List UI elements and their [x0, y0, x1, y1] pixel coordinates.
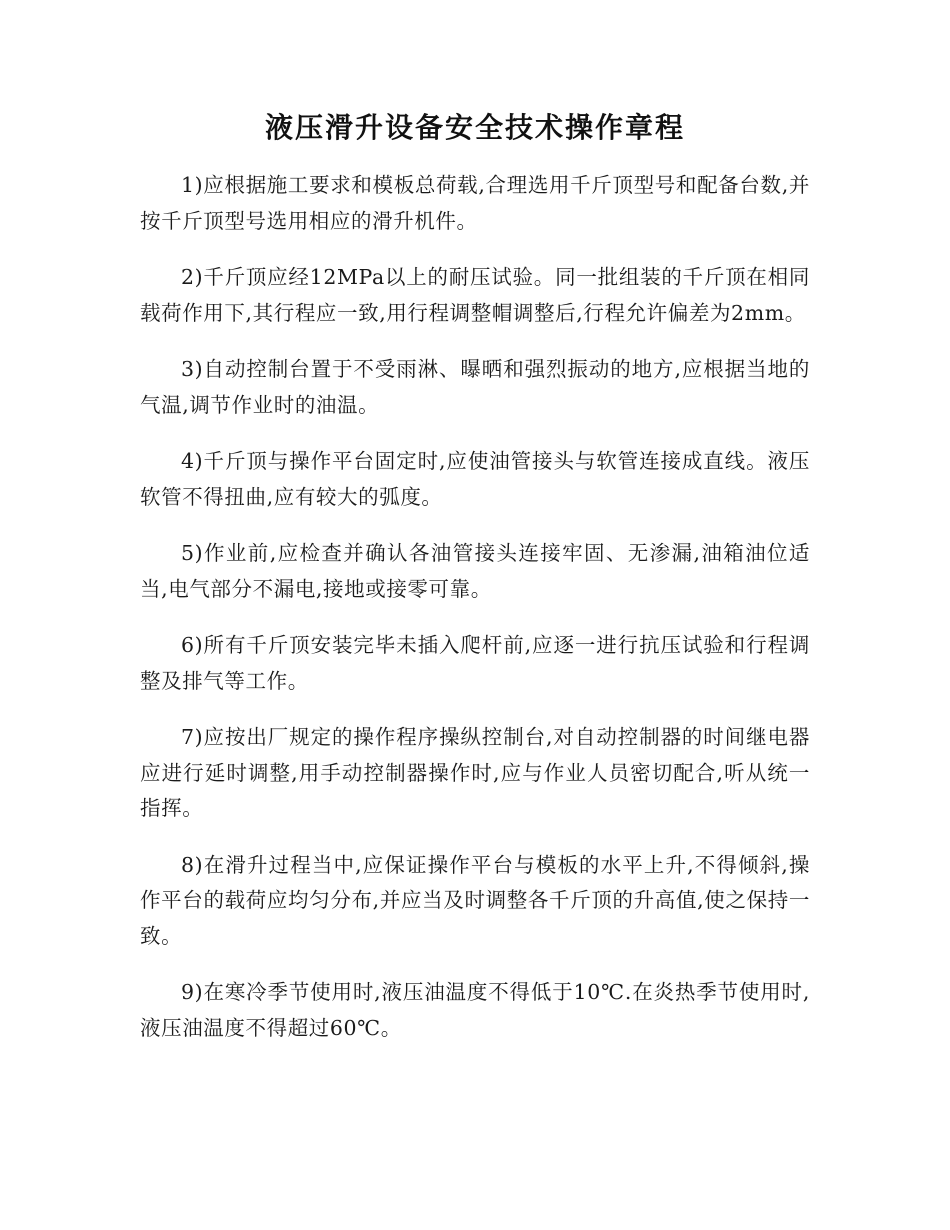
paragraph-2: 2)千斤顶应经12MPa以上的耐压试验。同一批组装的千斤顶在相同载荷作用下,其行程应一致,用行程调整帽调整后,行程允许偏差为2mm。 — [140, 265, 810, 325]
paragraph-7: 7)应按出厂规定的操作程序操纵控制台,对自动控制器的时间继电器应进行延时调整,用手动控制器操作时,应与作业人员密切配合,听从统一指挥。 — [140, 725, 810, 820]
paragraph-6: 6)所有千斤顶安装完毕未插入爬杆前,应逐一进行抗压试验和行程调整及排气等工作。 — [140, 633, 810, 693]
paragraph-3: 3)自动控制台置于不受雨淋、曝晒和强烈振动的地方,应根据当地的气温,调节作业时的油温。 — [140, 357, 810, 417]
paragraph-8: 8)在滑升过程当中,应保证操作平台与模板的水平上升,不得倾斜,操作平台的载荷应均匀分布,并应当及时调整各千斤顶的升高值,使之保持一致。 — [140, 852, 810, 948]
paragraph-5: 5)作业前,应检查并确认各油管接头连接牢固、无渗漏,油箱油位适当,电气部分不漏电,接地或接零可靠。 — [140, 541, 810, 601]
document-page — [140, 108, 810, 1067]
paragraph-4: 4)千斤顶与操作平台固定时,应使油管接头与软管连接成直线。液压软管不得扭曲,应有较大的弧度。 — [140, 449, 810, 509]
document-title: 液压滑升设备安全技术操作章程 — [264, 111, 685, 144]
paragraph-1: 1)应根据施工要求和模板总荷载,合理选用千斤顶型号和配备台数,并按千斤顶型号选用相应的滑升机件。 — [140, 173, 810, 233]
paragraph-list — [140, 168, 810, 1046]
paragraph-9: 9)在寒冷季节使用时,液压油温度不得低于10℃.在炎热季节使用时,液压油温度不得超过60℃。 — [140, 980, 810, 1040]
